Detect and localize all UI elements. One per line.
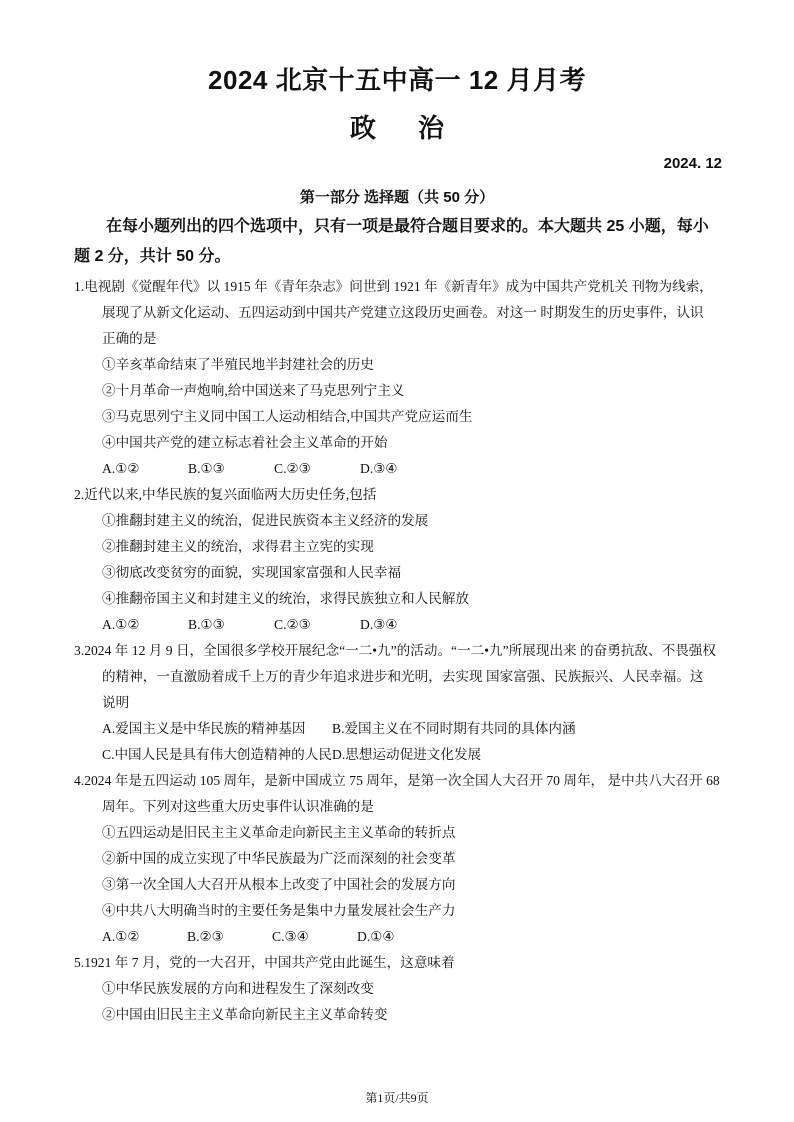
option-a: A.爱国主义是中华民族的精神基因 bbox=[102, 721, 306, 736]
statement: ②中国由旧民主主义革命向新民主主义革命转变 bbox=[102, 1007, 388, 1022]
option-d: D.思想运动促进文化发展 bbox=[332, 747, 482, 762]
question-1 bbox=[74, 274, 724, 482]
statement: ②新中国的成立实现了中华民族最为广泛而深刻的社会变革 bbox=[102, 851, 456, 866]
option-row bbox=[74, 742, 724, 768]
statement: ①推翻封建主义的统治，促进民族资本主义经济的发展 bbox=[102, 513, 429, 528]
statement: ③彻底改变贫穷的面貌，实现国家富强和人民幸福 bbox=[102, 565, 402, 580]
question-stem-line: 2.近代以来,中华民族的复兴面临两大历史任务,包括 bbox=[74, 487, 377, 502]
exam-subject: 政治 bbox=[349, 113, 486, 143]
option-b: B.①③ bbox=[188, 461, 225, 476]
question-stem-line: 3.2024 年 12 月 9 日，全国很多学校开展纪念“一二•九”的活动。“一二•九”所展现出来 的奋勇抗敌、不畏强权 bbox=[74, 643, 716, 658]
statement: ④中国共产党的建立标志着社会主义革命的开始 bbox=[102, 435, 388, 450]
option-b: B.①③ bbox=[188, 617, 225, 632]
statement: ②推翻封建主义的统治，求得君主立宪的实现 bbox=[102, 539, 374, 554]
statement: ③第一次全国人大召开从根本上改变了中国社会的发展方向 bbox=[102, 877, 456, 892]
option-c: C.中国人民是具有伟大创造精神的人民 bbox=[102, 747, 332, 762]
statement: ①辛亥革命结束了半殖民地半封建社会的历史 bbox=[102, 357, 374, 372]
question-stem-line: 5.1921 年 7 月，党的一大召开，中国共产党由此诞生，这意味着 bbox=[74, 955, 455, 970]
option-row bbox=[74, 612, 724, 638]
option-a: A.①② bbox=[102, 929, 140, 944]
option-d: D.③④ bbox=[360, 617, 398, 632]
option-a: A.①② bbox=[102, 461, 140, 476]
statement: ④推翻帝国主义和封建主义的统治，求得民族独立和人民解放 bbox=[102, 591, 470, 606]
option-d: D.①④ bbox=[357, 929, 395, 944]
statement: ①五四运动是旧民主主义革命走向新民主主义革命的转折点 bbox=[102, 825, 456, 840]
question-stem-line: 4.2024 年是五四运动 105 周年，是新中国成立 75 周年，是第一次全国人大召开 70 周年， 是中共八大召开 68 bbox=[74, 773, 720, 788]
question-stem-line: 展现了从新文化运动、五四运动到中国共产党建立这段历史画卷。对这一 时期发生的历史事件，认识 bbox=[102, 305, 704, 320]
exam-date: 2024. 12 bbox=[663, 155, 722, 172]
option-c: C.②③ bbox=[274, 617, 311, 632]
section-heading: 第一部分 选择题（共 50 分） bbox=[299, 189, 495, 206]
question-5 bbox=[74, 950, 724, 1028]
question-stem-line: 说明 bbox=[102, 695, 130, 710]
statement: ③马克思列宁主义同中国工人运动相结合,中国共产党应运而生 bbox=[102, 409, 473, 424]
statement: ④中共八大明确当时的主要任务是集中力量发展社会生产力 bbox=[102, 903, 456, 918]
question-stem-line: 1.电视剧《觉醒年代》以 1915 年《青年杂志》问世到 1921 年《新青年》成为中国共产党机关 刊物为线索， bbox=[74, 279, 713, 294]
option-b: B.爱国主义在不同时期有共同的具体内涵 bbox=[332, 721, 576, 736]
section-instruction: 在每小题列出的四个选项中，只有一项是最符合题目要求的。本大题共 25 小题，每小题 2 分，共计 50 分。 bbox=[74, 218, 709, 265]
option-c: C.③④ bbox=[272, 929, 309, 944]
option-row bbox=[74, 456, 724, 482]
question-stem-line: 的精神，一直激励着成千上万的青少年追求进步和光明，去实现 国家富强、民族振兴、人民幸福。这 bbox=[102, 669, 704, 684]
question-stem-line: 周年。下列对这些重大历史事件认识准确的是 bbox=[102, 799, 374, 814]
question-2 bbox=[74, 482, 724, 638]
question-3 bbox=[74, 638, 724, 768]
option-row bbox=[74, 924, 724, 950]
option-b: B.②③ bbox=[187, 929, 224, 944]
option-row bbox=[74, 716, 724, 742]
question-list bbox=[74, 274, 724, 1028]
question-4 bbox=[74, 768, 724, 950]
page-number: 第1页/共9页 bbox=[365, 1091, 429, 1105]
option-a: A.①② bbox=[102, 617, 140, 632]
statement: ②十月革命一声炮响,给中国送来了马克思列宁主义 bbox=[102, 383, 405, 398]
question-stem-line: 正确的是 bbox=[102, 331, 157, 346]
option-d: D.③④ bbox=[360, 461, 398, 476]
statement: ①中华民族发展的方向和进程发生了深刻改变 bbox=[102, 981, 374, 996]
exam-title: 2024 北京十五中高一 12 月月考 bbox=[208, 65, 586, 95]
option-c: C.②③ bbox=[274, 461, 311, 476]
